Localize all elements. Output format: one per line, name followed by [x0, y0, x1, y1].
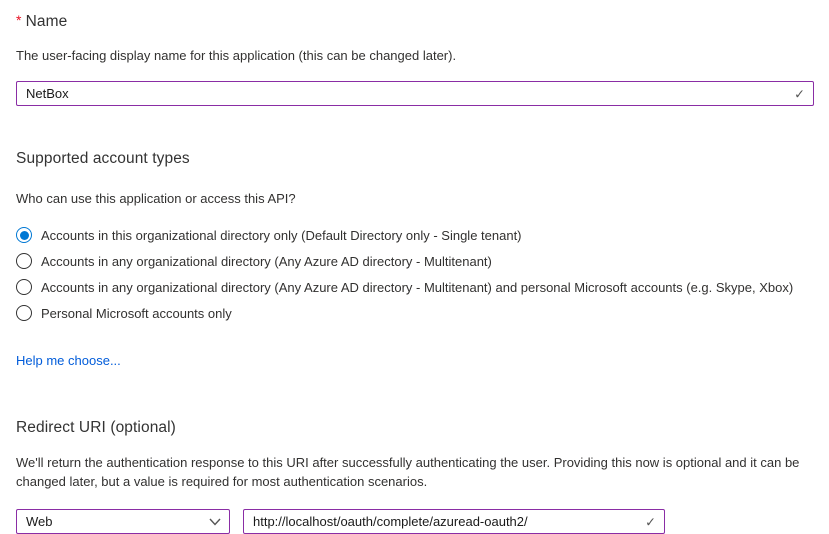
radio-option-personal-only[interactable] [16, 300, 814, 326]
supported-account-types-section [16, 150, 814, 370]
radio-unselected-icon[interactable] [16, 279, 32, 295]
name-label: Name [25, 13, 68, 30]
redirect-uri-input[interactable] [244, 510, 664, 533]
redirect-uri-description: We'll return the authentication response to this URI after successfully authenticating the user. Providing this now is optional and it can be changed later, but a value is required for most authentication scenarios. [16, 455, 800, 489]
name-section [16, 12, 814, 106]
name-input-wrapper [16, 81, 814, 106]
account-types-title: Supported account types [16, 150, 190, 167]
radio-unselected-icon[interactable] [16, 305, 32, 321]
radio-selected-icon[interactable] [16, 227, 32, 243]
redirect-uri-row [16, 509, 814, 534]
account-types-question: Who can use this application or access this API? [16, 191, 296, 206]
platform-select[interactable] [16, 509, 230, 534]
chevron-down-icon [209, 518, 221, 526]
radio-option-label: Personal Microsoft accounts only [41, 305, 232, 321]
radio-option-single-tenant[interactable] [16, 222, 814, 248]
valid-check-icon: ✓ [645, 514, 656, 529]
platform-select-value: Web [26, 514, 53, 529]
redirect-uri-input-wrapper [243, 509, 665, 534]
name-description: The user-facing display name for this application (this can be changed later). [16, 48, 457, 63]
radio-unselected-icon[interactable] [16, 253, 32, 269]
valid-check-icon: ✓ [794, 86, 805, 101]
radio-option-multitenant-personal[interactable] [16, 274, 814, 300]
account-types-radio-group [16, 222, 814, 326]
radio-option-label: Accounts in this organizational directory only (Default Directory only - Single tenant) [41, 227, 522, 243]
name-section-title [16, 12, 814, 31]
radio-option-multitenant[interactable] [16, 248, 814, 274]
redirect-uri-section [16, 419, 814, 534]
required-asterisk: * [16, 12, 22, 28]
name-input[interactable] [17, 82, 813, 105]
help-me-choose-link[interactable]: Help me choose... [16, 353, 121, 368]
radio-option-label: Accounts in any organizational directory (Any Azure AD directory - Multitenant) and personal Microsoft accounts (e.g. Skype, Xbox) [41, 279, 794, 295]
redirect-uri-title: Redirect URI (optional) [16, 419, 176, 436]
radio-option-label: Accounts in any organizational directory (Any Azure AD directory - Multitenant) [41, 253, 492, 269]
